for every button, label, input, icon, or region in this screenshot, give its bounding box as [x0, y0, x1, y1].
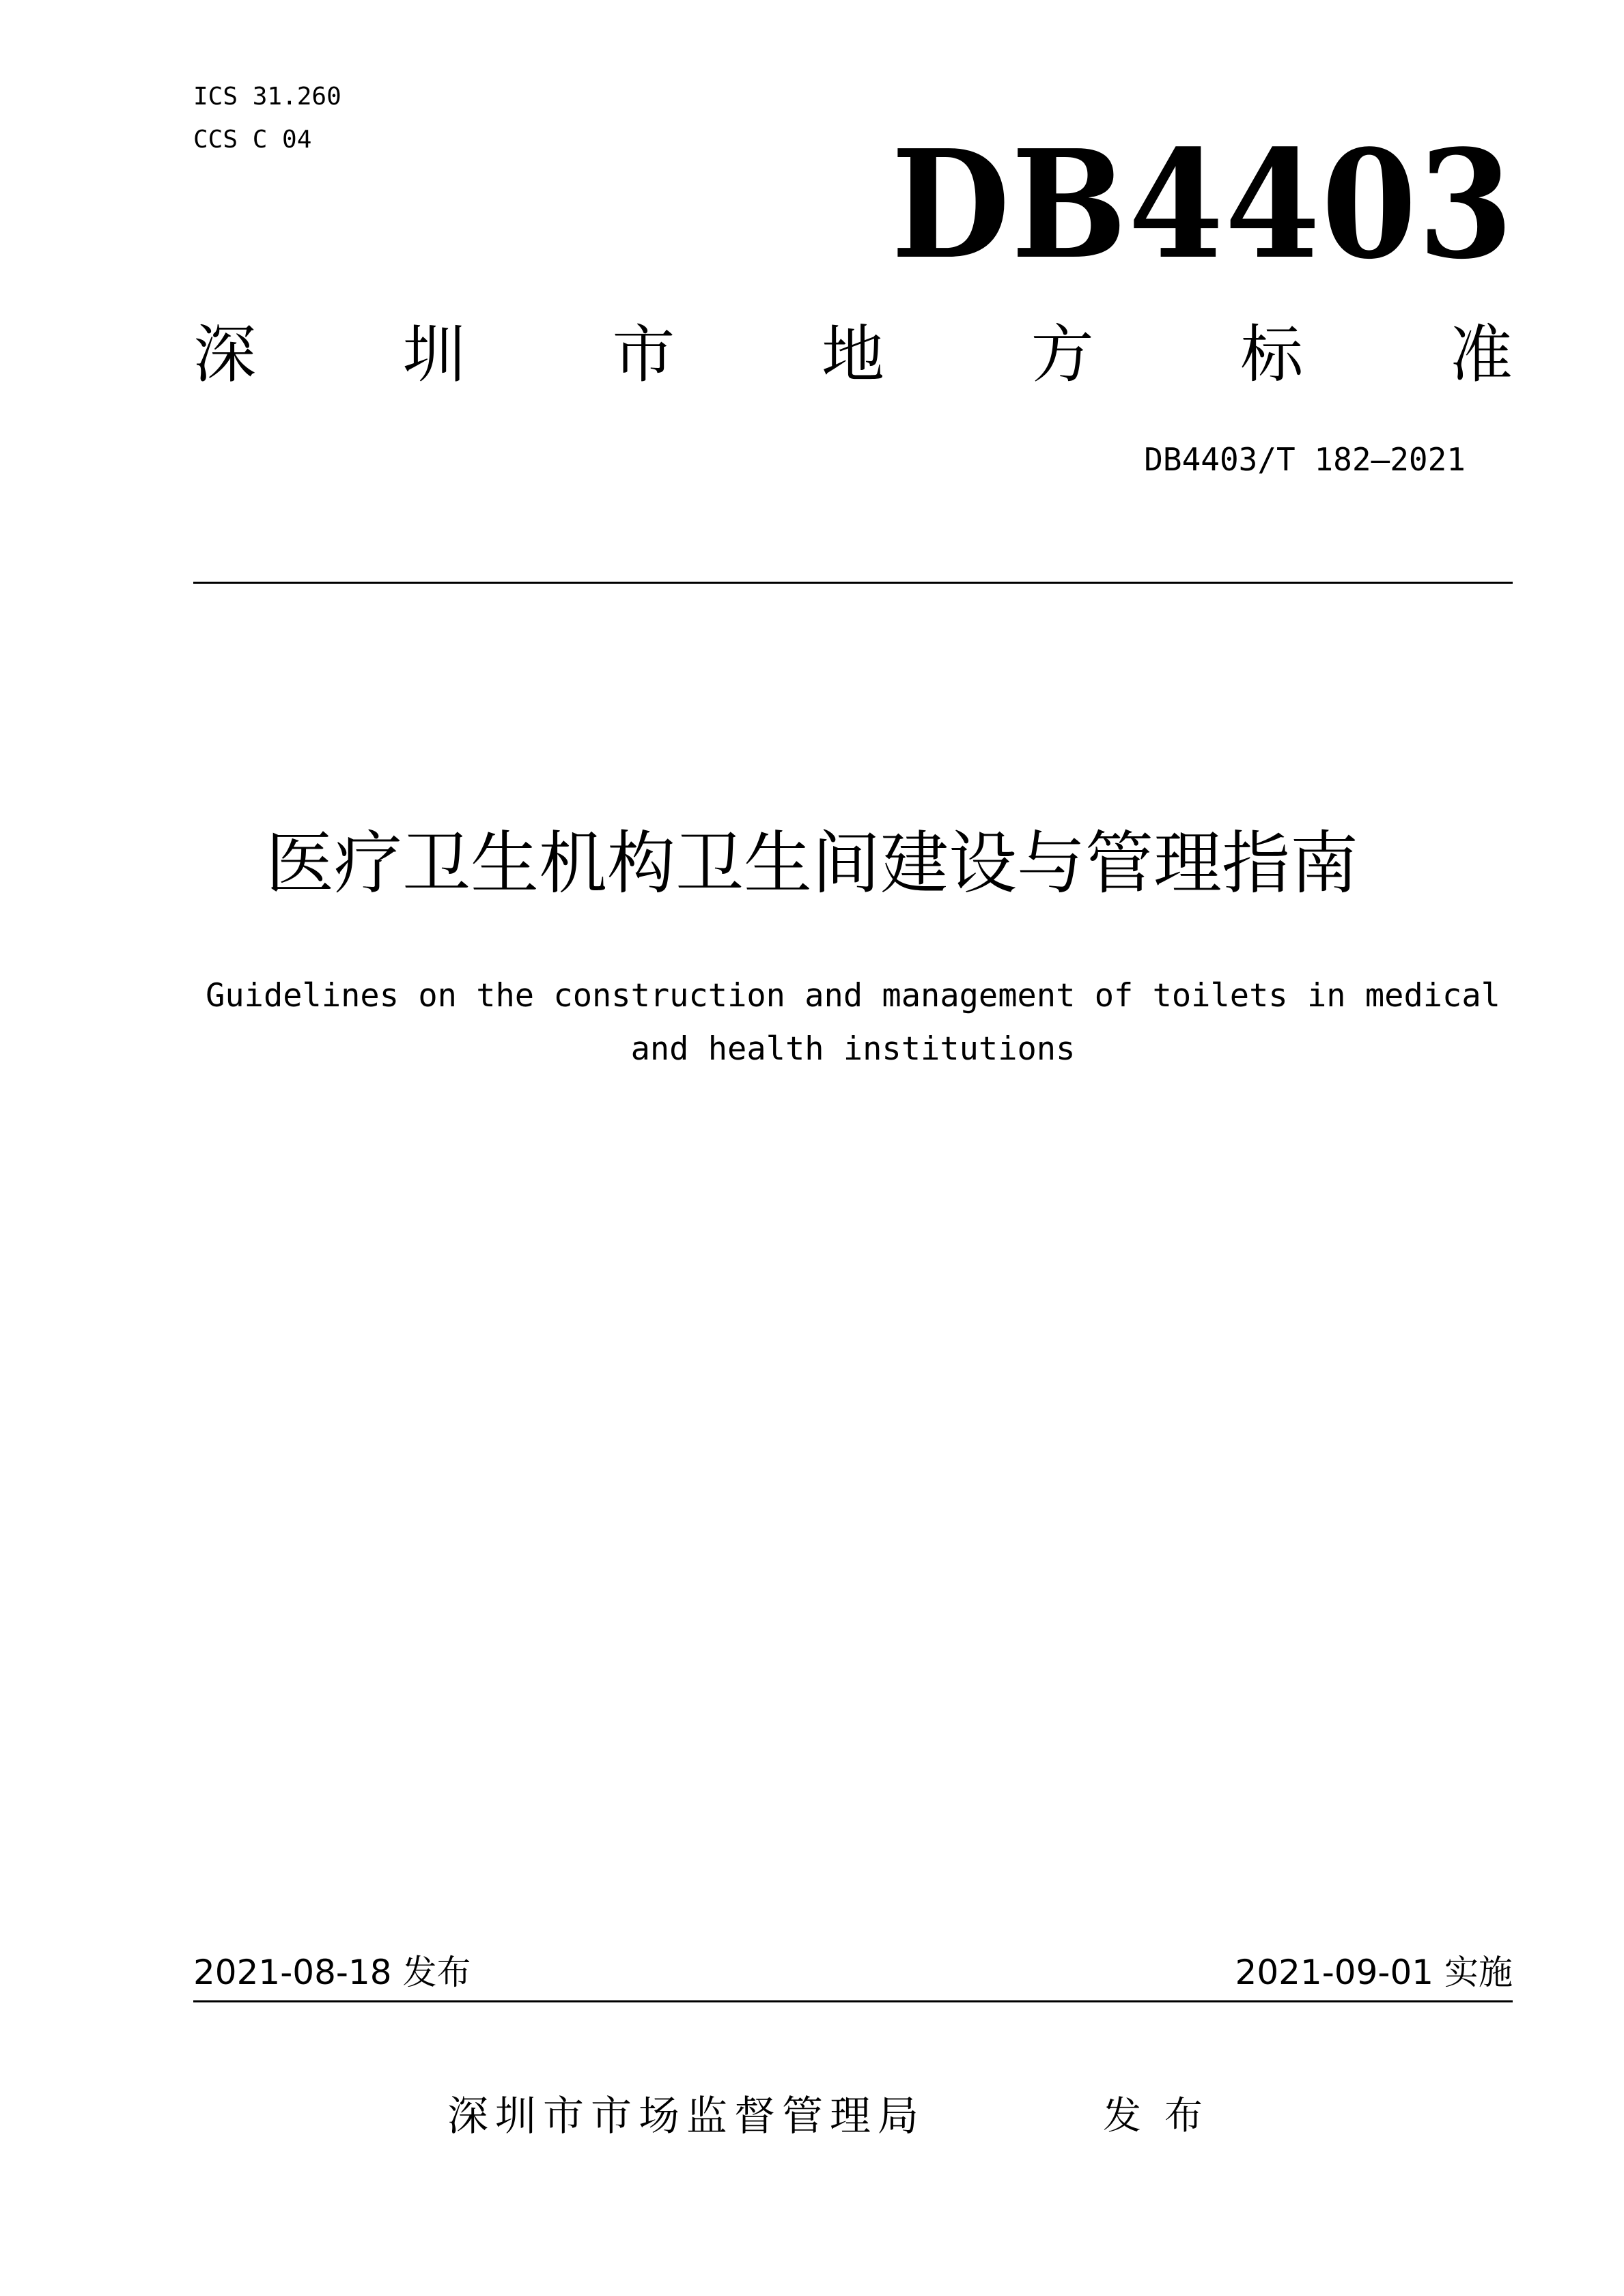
standard-type-char: 圳	[402, 318, 466, 391]
standard-code-logo: DB4403	[891, 117, 1515, 292]
standard-type-char: 市	[612, 318, 675, 391]
issue-date-line	[193, 1951, 471, 1994]
issue-date: 2021-08-18	[193, 1953, 392, 1992]
standard-type-char: 标	[1240, 318, 1304, 391]
standard-type-char: 准	[1449, 318, 1513, 391]
implementation-date-line	[1235, 1951, 1513, 1994]
standard-type-char: 深	[193, 318, 257, 391]
standard-type-char: 地	[821, 318, 884, 391]
issuing-action: 发布	[1103, 2094, 1226, 2138]
standard-type-heading	[193, 317, 1513, 393]
implementation-date: 2021-09-01	[1235, 1953, 1434, 1992]
ccs-code: CCS C 04	[193, 126, 312, 154]
implementation-label: 实施	[1444, 1953, 1513, 1992]
document-title-chinese: 医疗卫生机构卫生间建设与管理指南	[266, 823, 1358, 903]
issue-label: 发布	[402, 1953, 471, 1992]
standard-number: DB4403/T 182—2021	[1144, 441, 1466, 478]
standard-type-char: 方	[1031, 318, 1094, 391]
bottom-divider	[193, 2000, 1513, 2002]
ics-code: ICS 31.260	[193, 83, 341, 111]
issuing-authority: 深圳市市场监督管理局	[447, 2093, 925, 2140]
top-divider	[193, 582, 1513, 584]
document-title-english: Guidelines on the construction and management of toilets in medical and health institutions	[206, 977, 1500, 1068]
